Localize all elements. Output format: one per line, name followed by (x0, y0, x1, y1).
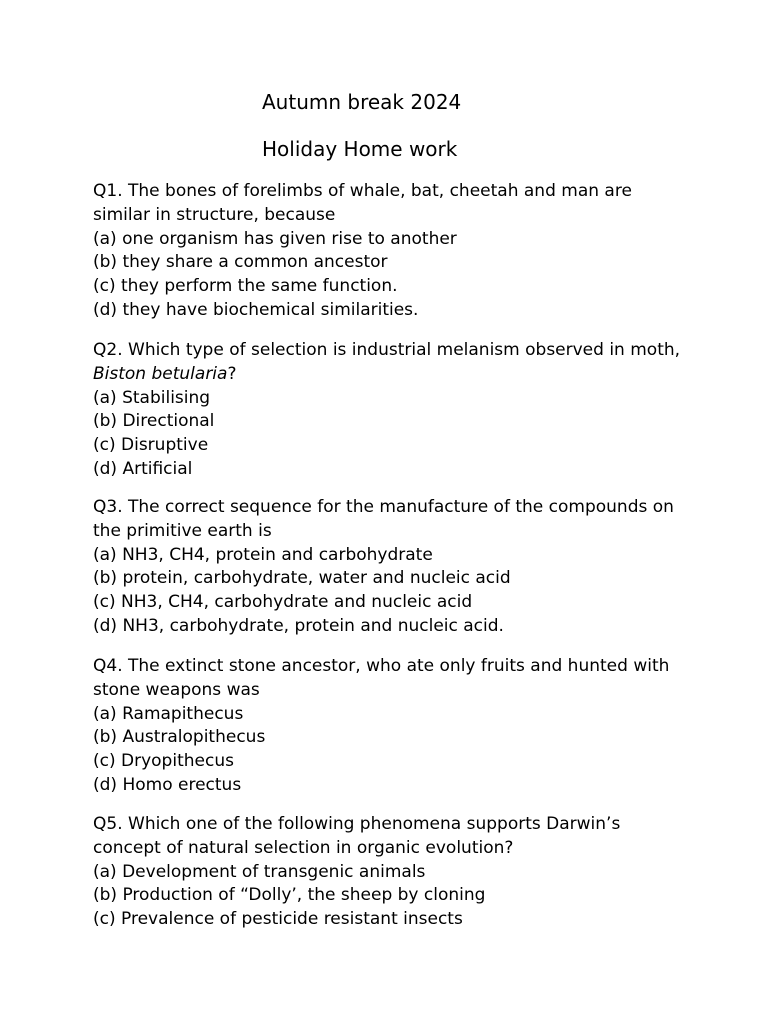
species-name: Biston betularia (93, 363, 228, 384)
question-stem: stone weapons was (93, 679, 260, 700)
question-stem-line-2 (93, 363, 693, 387)
option-b: (b) protein, carbohydrate, water and nucleic acid (93, 568, 511, 589)
option-d: (d) Artificial (93, 458, 193, 479)
question-5 (93, 813, 693, 932)
question-stem: Q4. The extinct stone ancestor, who ate only fruits and hunted with (93, 656, 670, 676)
option-b: (b) they share a common ancestor (93, 252, 388, 273)
question-2 (93, 339, 693, 482)
question-stem: Q5. Which one of the following phenomena supports Darwin’s (93, 814, 621, 834)
question-stem: Q2. Which type of selection is industrial melanism observed in moth, (93, 340, 681, 360)
question-stem: concept of natural selection in organic evolution? (93, 837, 514, 858)
option-d: (d) Homo erectus (93, 774, 242, 795)
option-a: (a) one organism has given rise to another (93, 228, 457, 249)
question-stem: Q3. The correct sequence for the manufacture of the compounds on (93, 497, 674, 517)
document-title: Autumn break 2024 (262, 90, 462, 114)
question-1 (93, 180, 693, 323)
question-3 (93, 496, 693, 639)
question-stem: similar in structure, because (93, 204, 336, 225)
option-a: (a) Development of transgenic animals (93, 861, 426, 882)
question-4 (93, 655, 693, 798)
option-c: (c) they perform the same function. (93, 276, 398, 297)
question-stem: the primitive earth is (93, 520, 272, 541)
option-a: (a) Stabilising (93, 387, 211, 408)
question-stem: Q1. The bones of forelimbs of whale, bat, cheetah and man are (93, 181, 632, 201)
option-a: (a) Ramapithecus (93, 703, 244, 724)
option-c: (c) Prevalence of pesticide resistant insects (93, 909, 463, 930)
option-a: (a) NH3, CH4, protein and carbohydrate (93, 544, 433, 565)
option-b: (b) Production of “Dolly’, the sheep by cloning (93, 885, 486, 906)
document-subtitle: Holiday Home work (262, 137, 458, 161)
option-b: (b) Australopithecus (93, 727, 266, 748)
option-d: (d) NH3, carbohydrate, protein and nucleic acid. (93, 615, 504, 636)
question-mark: ? (227, 363, 237, 384)
option-b: (b) Directional (93, 411, 215, 432)
option-d: (d) they have biochemical similarities. (93, 299, 419, 320)
option-c: (c) Disruptive (93, 435, 209, 456)
option-c: (c) NH3, CH4, carbohydrate and nucleic acid (93, 592, 473, 613)
option-c: (c) Dryopithecus (93, 751, 234, 772)
